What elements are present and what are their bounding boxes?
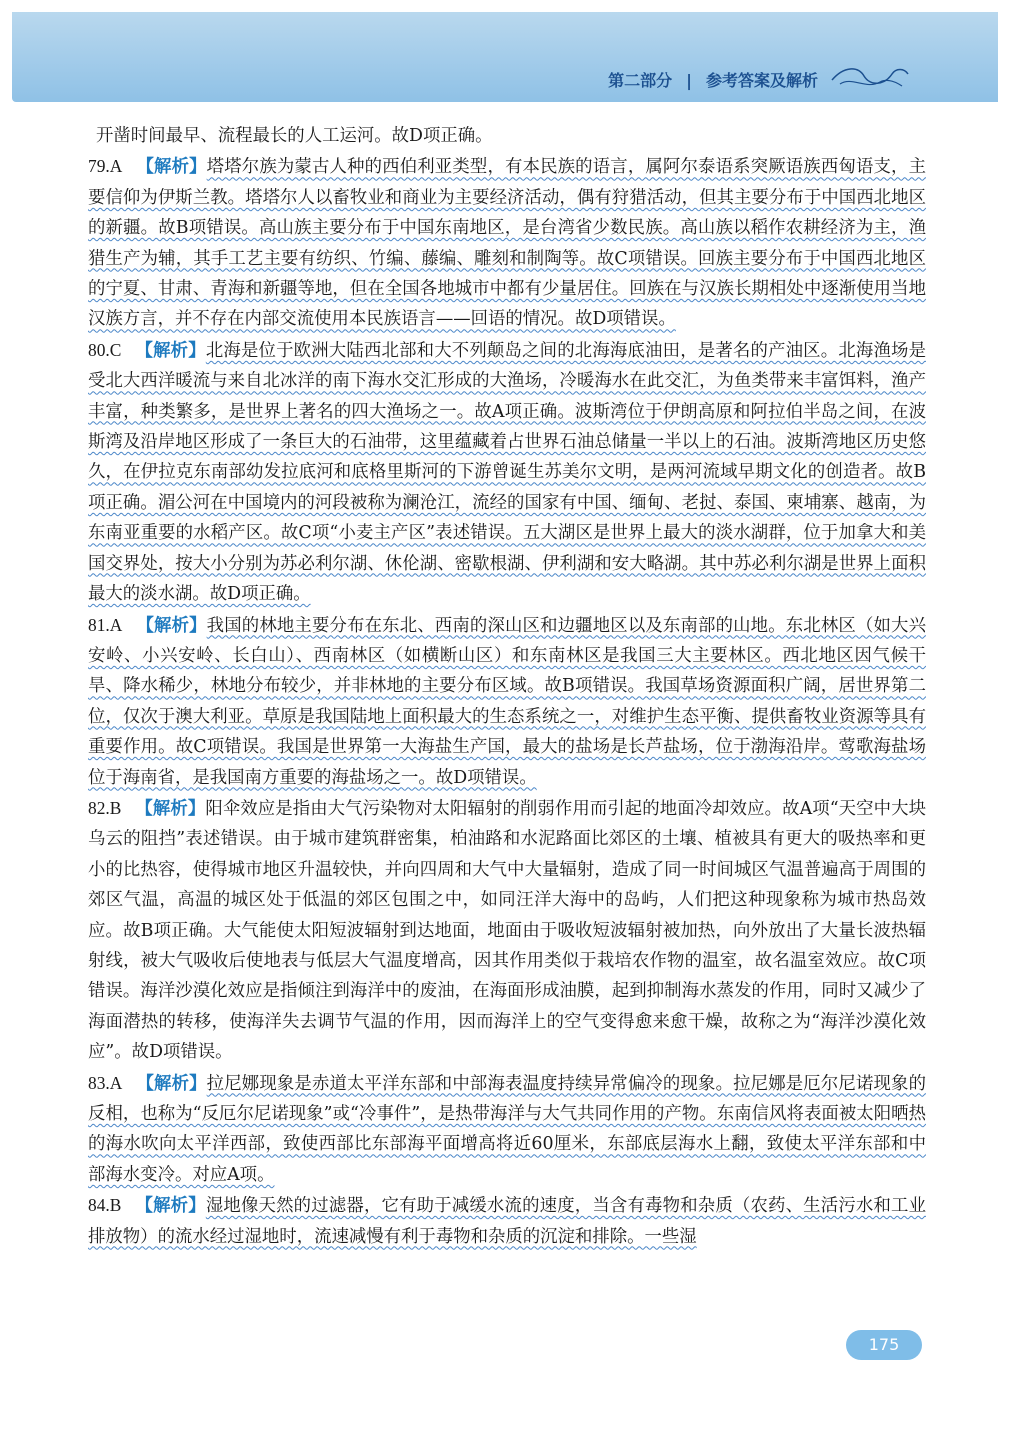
answer-number: 79.A	[88, 156, 123, 177]
header-part: 第二部分	[608, 71, 673, 90]
analysis-badge: 【解析】	[135, 340, 206, 361]
answer-number: 80.C	[88, 339, 122, 360]
answer-item	[88, 151, 926, 334]
analysis-text: 拉尼娜现象是赤道太平洋东部和中部海表温度持续异常偏冷的现象。拉尼娜是厄尔尼诺现象的反相，也称为“反厄尔尼诺现象”或“冷事件”，是热带海洋与大气共同作用的产物。东南信风将表面被太阳晒热的海水吹向太平洋西部，致使西部比东部海平面增高将近60厘米，东部底层海水上翻，致使太平洋东部和中部海水变冷。对应A项。	[88, 1073, 926, 1185]
analysis-text: 北海是位于欧洲大陆西北部和大不列颠岛之间的北海海底油田，是著名的产油区。北海渔场是受北大西洋暖流与来自北冰洋的南下海水交汇形成的大渔场，冷暖海水在此交汇，为鱼类带来丰富饵料，渔产丰富，种类繁多，是世界上著名的四大渔场之一。故A项正确。波斯湾位于伊朗高原和阿拉伯半岛之间，在波斯湾及沿岸地区形成了一条巨大的石油带，这里蕴藏着占世界石油总储量一半以上的石油。波斯湾地区历史悠久，在伊拉克东南部幼发拉底河和底格里斯河的下游曾诞生苏美尔文明，是两河流域早期文化的创造者。故B项正确。湄公河在中国境内的河段被称为澜沧江，流经的国家有中国、缅甸、老挝、泰国、柬埔寨、越南，为东南亚重要的水稻产区。故C项“小麦主产区”表述错误。五大湖区是世界上最大的淡水湖群，位于加拿大和美国交界处，按大小分别为苏必利尔湖、休伦湖、密歇根湖、伊利湖和安大略湖。其中苏必利尔湖是世界上面积最大的淡水湖。故D项正确。	[88, 340, 926, 605]
answer-item	[88, 1068, 926, 1191]
analysis-text: 塔塔尔族为蒙古人种的西伯利亚类型，有本民族的语言，属阿尔泰语系突厥语族西匈语支，主要信仰为伊斯兰教。塔塔尔人以畜牧业和商业为主要经济活动，偶有狩猎活动，但其主要分布于中国西北地区的新疆。故B项错误。高山族主要分布于中国东南地区，是台湾省少数民族。高山族以稻作农耕经济为主，渔猎生产为辅，其手工艺主要有纺织、竹编、藤编、雕刻和制陶等。故C项错误。回族主要分布于中国西北地区的宁夏、甘肃、青海和新疆等地，但在全国各地城市中都有少量居住。回族在与汉族长期相处中逐渐使用当地汉族方言，并不存在内部交流使用本民族语言——回语的情况。故D项错误。	[88, 157, 926, 330]
analysis-text: 湿地像天然的过滤器，它有助于减缓水流的速度，当含有毒物和杂质（农药、生活污水和工业排放物）的流水经过湿地时，流速减慢有利于毒物和杂质的沉淀和排除。一些湿	[88, 1196, 926, 1247]
analysis-text: 阳伞效应是指由大气污染物对太阳辐射的削弱作用而引起的地面冷却效应。故A项“天空中大块乌云的阻挡”表述错误。由于城市建筑群密集，柏油路和水泥路面比郊区的土壤、植被具有更大的吸热率和更小的比热容，使得城市地区升温较快，并向四周和大气中大量辐射，造成了同一时间城区气温普遍高于周围的郊区气温，高温的城区处于低温的郊区包围之中，如同汪洋大海中的岛屿，人们把这种现象称为城市热岛效应。故B项正确。大气能使太阳短波辐射到达地面，地面由于吸收短波辐射被加热，向外放出了大量长波热辐射线，被大气吸收后使地表与低层大气温度增高，因其作用类似于栽培农作物的温室，故名温室效应。故C项错误。海洋沙漠化效应是指倾注到海洋中的废油，在海面形成油膜，起到抑制海水蒸发的作用，同时又减少了海面潜热的转移，使海洋失去调节气温的作用，因而海洋上的空气变得愈来愈干燥，故称之为“海洋沙漠化效应”。故D项错误。	[88, 798, 926, 1063]
answer-item	[88, 1190, 926, 1252]
answer-number: 84.B	[88, 1195, 122, 1216]
header-section-title: 参考答案及解析	[705, 71, 818, 90]
analysis-badge: 【解析】	[136, 1073, 207, 1094]
swirl-decoration-icon	[830, 62, 910, 92]
analysis-text: 我国的林地主要分布在东北、西南的深山区和边疆地区以及东南部的山地。东北林区（如大兴安岭、小兴安岭、长白山）、西南林区（如横断山区）和东南林区是我国三大主要林区。西北地区因气候干旱、降水稀少，林地分布较少，并非林地的主要分布区域。故B项错误。我国草场资源面积广阔，居世界第二位，仅次于澳大利亚。草原是我国陆地上面积最大的生态系统之一，对维护生态平衡、提供畜牧业资源等具有重要作用。故C项错误。我国是世界第一大海盐生产国，最大的盐场是长芦盐场，位于渤海沿岸。莺歌海盐场位于海南省，是我国南方重要的海盐场之一。故D项错误。	[88, 615, 926, 788]
answer-item	[88, 335, 926, 610]
answer-list	[88, 151, 926, 1252]
header-title	[608, 68, 818, 91]
answer-number: 81.A	[88, 614, 123, 635]
page-number: 175	[846, 1330, 922, 1360]
analysis-badge: 【解析】	[136, 615, 207, 636]
analysis-badge: 【解析】	[136, 157, 207, 178]
answer-item	[88, 793, 926, 1068]
answer-item	[88, 610, 926, 793]
continuation-text: 开凿时间最早、流程最长的人工运河。故D项正确。	[96, 126, 493, 146]
page-header	[12, 12, 998, 102]
header-separator: |	[686, 71, 692, 90]
answer-number: 82.B	[88, 797, 122, 818]
analysis-badge: 【解析】	[135, 1196, 206, 1217]
answer-number: 83.A	[88, 1072, 123, 1093]
analysis-badge: 【解析】	[135, 798, 206, 819]
answer-content	[88, 121, 926, 1252]
